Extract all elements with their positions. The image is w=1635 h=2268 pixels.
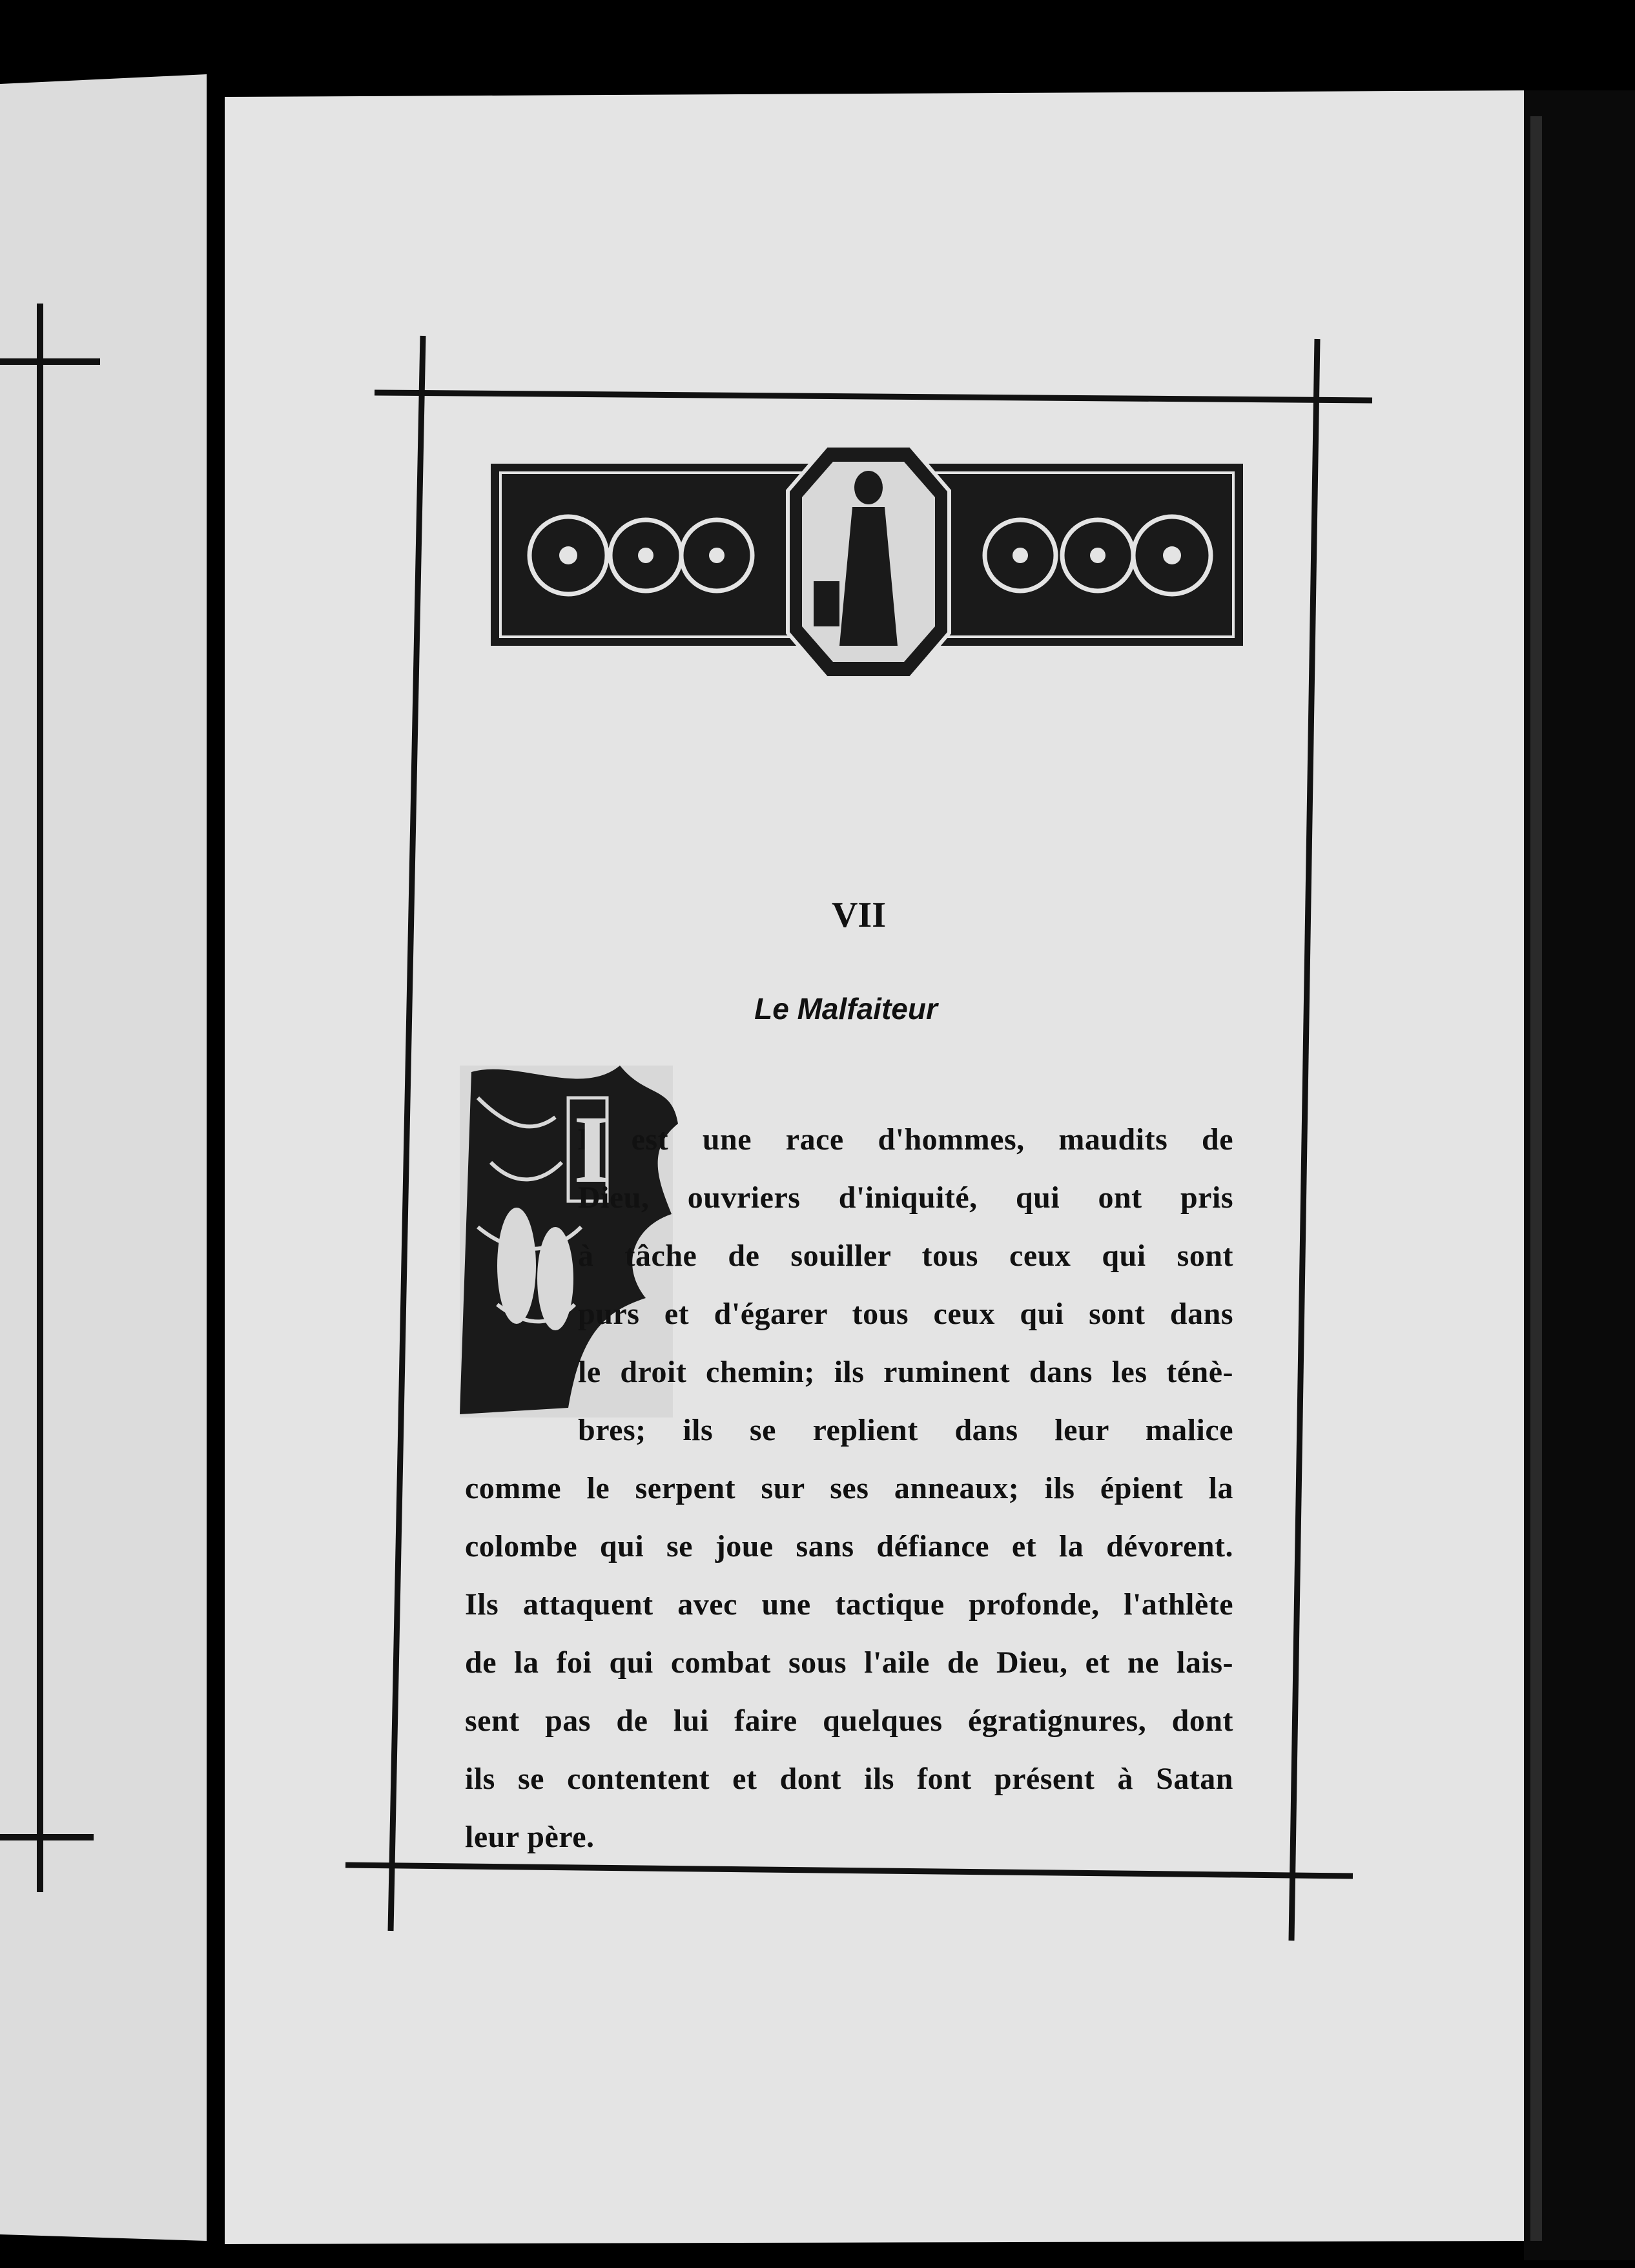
paragraph-line: Ils attaquent avec une tactique profonde, l'athlète xyxy=(465,1587,1233,1622)
paragraph-line: ils se contentent et dont ils font présent à Satan xyxy=(465,1762,1233,1796)
ornamental-header xyxy=(491,446,1243,678)
paragraph-line: le droit chemin; ils ruminent dans les ténè- xyxy=(578,1355,1233,1389)
paragraph-line: bres; ils se replient dans leur malice xyxy=(578,1413,1233,1447)
chapter-paragraph xyxy=(465,1111,1233,1866)
paragraph-line: à tâche de souiller tous ceux qui sont xyxy=(578,1239,1233,1273)
paragraph-line: purs et d'égarer tous ceux qui sont dans xyxy=(578,1297,1233,1331)
paragraph-line: comme le serpent sur ses anneaux; ils épient la xyxy=(465,1471,1233,1505)
chapter-title: Le Malfaiteur xyxy=(754,992,938,1026)
paragraph-line: de la foi qui combat sous l'aile de Dieu, et ne lais- xyxy=(465,1645,1233,1680)
paragraph-line: leur père. xyxy=(465,1820,595,1854)
drop-cap-letter: I xyxy=(573,1096,612,1203)
left-page-edge xyxy=(0,74,207,2241)
paragraph-line: L est une race d'hommes, maudits de xyxy=(578,1122,1233,1157)
paragraph-line: colombe qui se joue sans défiance et la dévorent. xyxy=(465,1529,1233,1563)
paragraph-line: Dieu, ouvriers d'iniquité, qui ont pris xyxy=(578,1180,1233,1215)
paragraph-line: sent pas de lui faire quelques égratignures, dont xyxy=(465,1704,1233,1738)
chapter-number: VII xyxy=(831,895,887,935)
